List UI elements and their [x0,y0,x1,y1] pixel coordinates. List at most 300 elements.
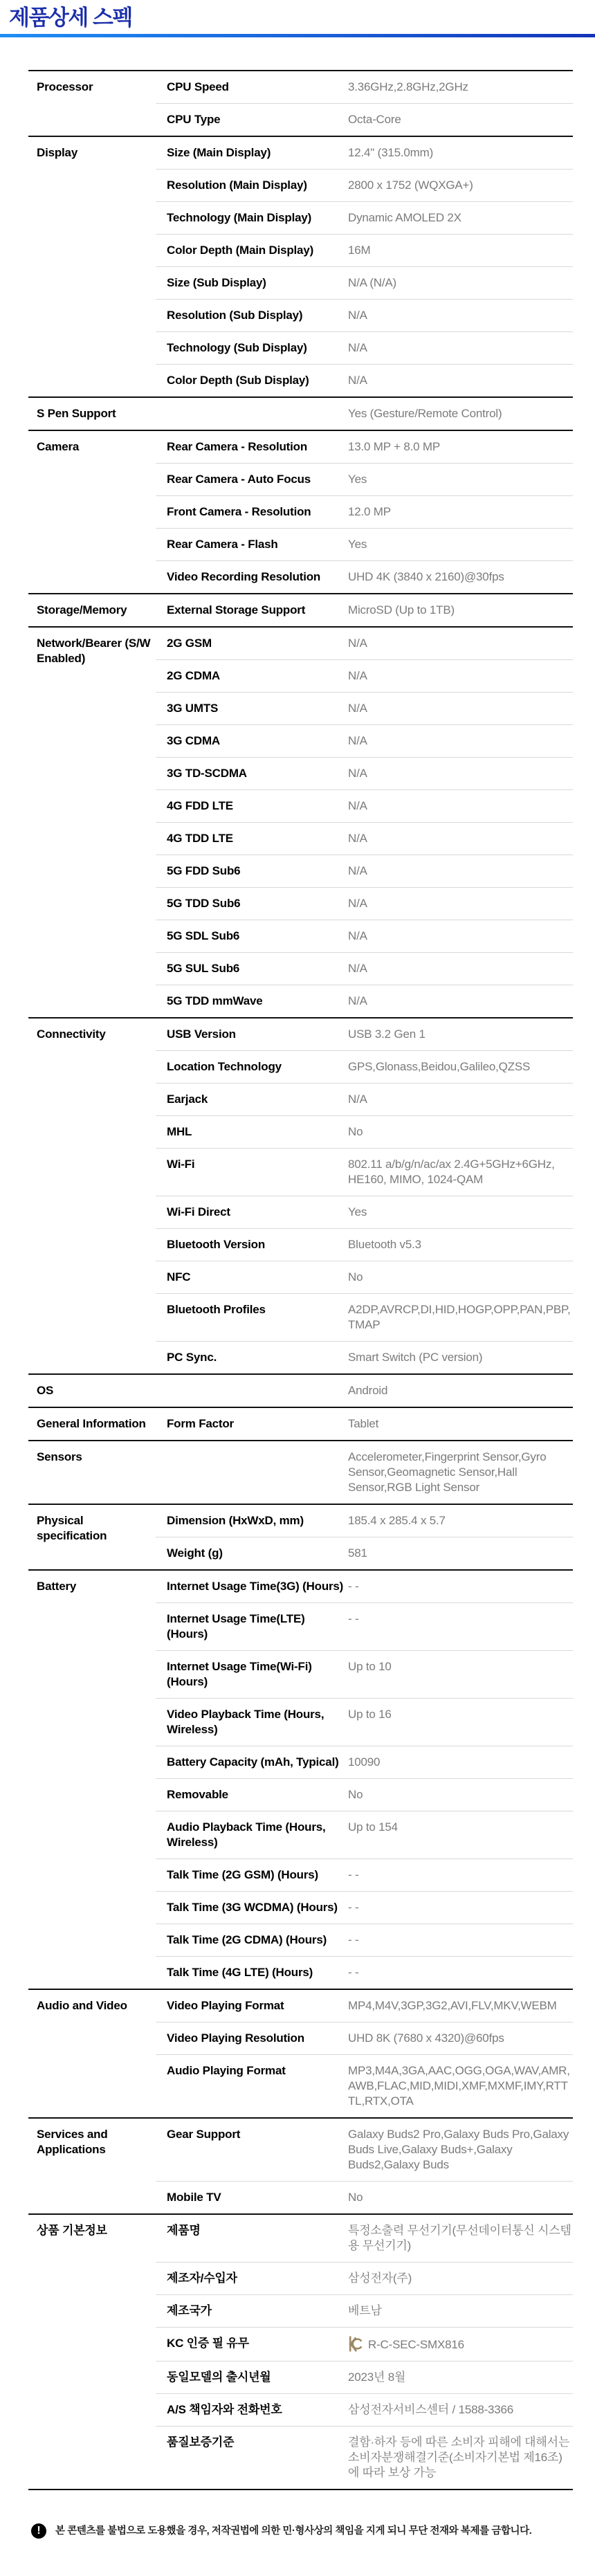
spec-label: Internet Usage Time(3G) (Hours) [167,1580,344,1593]
spec-label [156,1450,348,1495]
spec-row [156,1375,573,1407]
spec-label: 제품명 [167,2224,201,2237]
spec-value-text: R-C-SEC-SMX816 [368,2338,464,2351]
spec-label: Color Depth (Main Display) [167,244,314,257]
spec-section [28,1569,573,1989]
spec-value-text: MicroSD (Up to 1TB) [348,603,455,616]
spec-row [156,331,573,364]
spec-row [156,1441,573,1504]
spec-value-text: Bluetooth v5.3 [348,1238,421,1251]
spec-row [156,1196,573,1228]
spec-label: Mobile TV [167,2191,221,2204]
spec-value [348,1933,573,1948]
spec-row [156,1115,573,1148]
spec-label: Bluetooth Profiles [167,1303,266,1316]
spec-section [28,1373,573,1407]
spec-label: Color Depth (Sub Display) [167,374,309,387]
spec-label: Earjack [167,1093,208,1106]
spec-value [348,636,573,651]
spec-value-text: N/A [348,832,367,845]
spec-row [156,1811,573,1858]
spec-label: 제조국가 [167,2304,212,2317]
rows-group [156,1375,573,1407]
spec-value [348,2127,573,2173]
spec-label: USB Version [167,1027,236,1041]
spec-row [156,299,573,331]
spec-value [348,1270,573,1285]
spec-value [348,766,573,781]
spec-value-text: No [348,2191,363,2204]
rows-group [156,1441,573,1504]
spec-label: 3G UMTS [167,702,219,715]
spec-row [156,1505,573,1537]
spec-label: 2G GSM [167,637,212,650]
spec-value [348,1027,573,1042]
spec-label: Size (Sub Display) [167,276,266,289]
spec-value-text: N/A [348,799,367,812]
category-label: S Pen Support [37,407,116,420]
spec-row [156,1858,573,1891]
spec-label: Front Camera - Resolution [167,505,311,518]
spec-value-text: Octa-Core [348,113,401,126]
spec-value [348,2303,573,2319]
rows-group [156,1505,573,1569]
spec-value [348,2223,573,2254]
exclamation-circle-icon: ! [31,2523,46,2539]
spec-value-text: - - [348,1580,359,1593]
spec-value [348,668,573,684]
spec-value [348,1383,573,1398]
spec-value [348,210,573,226]
spec-section [28,136,573,396]
spec-value-text: Dynamic AMOLED 2X [348,211,461,224]
spec-value-text: Accelerometer,Fingerprint Sensor,Gyro Sensor,Geomagnetic Sensor,Hall Sensor,RGB Light Sensor [348,1450,547,1494]
spec-value-text: No [348,1125,363,1138]
spec-label: 동일모델의 출시년월 [167,2371,271,2384]
spec-value [348,406,573,421]
spec-label: 4G FDD LTE [167,799,233,812]
spec-value [348,1659,573,1690]
spec-value-text: - - [348,1901,359,1914]
spec-value [348,929,573,944]
copyright-text: 본 콘텐츠를 불법으로 도용했을 경우, 저작권법에 의한 민·형사상의 책임을 지게 되니 무단 전재와 복제를 금합니다. [55,2525,532,2537]
spec-value-text: 2800 x 1752 (WQXGA+) [348,179,473,192]
spec-value-text: N/A [348,864,367,877]
spec-value-text: N/A [348,734,367,747]
spec-row [156,2022,573,2054]
spec-value [348,1546,573,1561]
rows-group [156,71,573,136]
category-label: General Information [37,1417,146,1430]
spec-value [348,1416,573,1432]
spec-value-text: N/A [348,962,367,975]
spec-row [156,985,573,1017]
spec-row [156,757,573,789]
spec-label: Technology (Sub Display) [167,341,307,354]
spec-label: Video Playing Resolution [167,2031,304,2045]
category-label: Services and Applications [37,2128,108,2156]
spec-label: Resolution (Main Display) [167,179,307,192]
spec-label [156,406,348,421]
spec-value [348,1205,573,1220]
rows-group [156,628,573,1017]
spec-label: 5G SDL Sub6 [167,929,240,942]
spec-value [348,2271,573,2286]
page-title: 제품상세 스펙 [9,6,132,30]
spec-row [156,1924,573,1956]
spec-value [348,308,573,323]
spec-value-text: No [348,1788,363,1801]
category-label: Battery [37,1580,77,1593]
spec-value-text: N/A [348,994,367,1007]
category-label: Display [37,146,78,159]
spec-value [348,1237,573,1252]
spec-row [156,1571,573,1602]
category-label: Audio and Video [37,1999,127,2012]
spec-value-text: 삼성전자서비스센터 / 1588-3366 [348,2403,514,2416]
spec-section [28,2117,573,2213]
spec-label: Talk Time (2G CDMA) (Hours) [167,1933,327,1946]
spec-value-text: No [348,1270,363,1284]
spec-label: 품질보증기준 [167,2436,235,2449]
spec-row [156,1408,573,1440]
spec-label: Rear Camera - Resolution [167,440,308,453]
spec-label: Battery Capacity (mAh, Typical) [167,1755,339,1769]
spec-label: Gear Support [167,2128,241,2141]
spec-label: 5G TDD mmWave [167,994,263,1007]
spec-row [156,364,573,396]
spec-row [156,1990,573,2022]
spec-value [348,1965,573,1980]
spec-row [156,887,573,920]
rows-group [156,1408,573,1440]
spec-label: MHL [167,1125,192,1138]
spec-value [348,1900,573,1915]
spec-label: NFC [167,1270,191,1284]
spec-row [156,2294,573,2327]
spec-value-text: - - [348,1612,359,1625]
copyright-footnote [31,2523,576,2539]
spec-value [348,1157,573,1187]
spec-row [156,2119,573,2181]
spec-label: Resolution (Sub Display) [167,309,303,322]
spec-row [156,952,573,985]
spec-row [156,822,573,855]
spec-value-text: 2023년 8월 [348,2371,406,2384]
spec-value [348,1450,573,1495]
spec-value [348,1611,573,1642]
spec-value-text: UHD 8K (7680 x 4320)@60fps [348,2031,504,2045]
spec-row [156,692,573,724]
spec-value-text: 12.4" (315.0mm) [348,146,434,159]
spec-label: CPU Type [167,113,221,126]
spec-section [28,593,573,626]
spec-value-text: - - [348,1868,359,1881]
spec-value [348,243,573,258]
spec-label: 3G CDMA [167,734,220,747]
spec-section [28,1440,573,1504]
spec-row [156,2393,573,2426]
spec-row [156,234,573,266]
spec-value-text: N/A [348,669,367,682]
spec-value-text: N/A [348,929,367,942]
spec-value [348,569,573,585]
spec-label: Bluetooth Version [167,1238,266,1251]
spec-value [348,1092,573,1107]
spec-value-text: 13.0 MP + 8.0 MP [348,440,441,453]
spec-value [348,1998,573,2013]
spec-label: Size (Main Display) [167,146,271,159]
spec-value [348,1707,573,1737]
spec-label: Dimension (HxWxD, mm) [167,1514,304,1527]
spec-value [348,1579,573,1594]
spec-section [28,396,573,430]
spec-label: Removable [167,1788,228,1801]
spec-label: Talk Time (4G LTE) (Hours) [167,1966,313,1979]
spec-row [156,1650,573,1698]
spec-label: 제조자/수입자 [167,2272,237,2285]
spec-label: PC Sync. [167,1351,217,1364]
spec-value [348,994,573,1009]
spec-value-text: 185.4 x 285.4 x 5.7 [348,1514,446,1527]
spec-value-text: 특정소출력 무선기기(무선데이터통신 시스템용 무선기기) [348,2224,571,2252]
spec-label: Video Playback Time (Hours, Wireless) [167,1708,324,1736]
spec-row [156,628,573,659]
spec-row [156,1293,573,1341]
rows-group [156,431,573,593]
spec-row [156,137,573,169]
spec-row [156,1746,573,1778]
spec-value-text: N/A [348,374,367,387]
spec-label: Talk Time (2G GSM) (Hours) [167,1868,318,1881]
category-label: Physical specification [37,1514,107,1542]
spec-value-text: N/A [348,1093,367,1106]
spec-label: 3G TD-SCDMA [167,767,247,780]
spec-value [348,2063,573,2109]
category-label: Network/Bearer (S/W Enabled) [37,637,151,665]
spec-label: Audio Playback Time (Hours, Wireless) [167,1820,326,1849]
spec-row [156,1341,573,1373]
spec-value-text: Android [348,1384,388,1397]
title-underline-rule [0,34,595,37]
spec-value-text: N/A [348,309,367,322]
spec-value [348,1350,573,1365]
spec-row [156,266,573,299]
spec-value-text: 12.0 MP [348,505,391,518]
spec-label: Wi-Fi Direct [167,1205,230,1218]
category-label: Sensors [37,1450,82,1463]
spec-label: Video Playing Format [167,1999,284,2012]
spec-value-text: MP4,M4V,3GP,3G2,AVI,FLV,MKV,WEBM [348,1999,557,2012]
spec-value-text: Yes [348,538,367,551]
spec-content [0,70,595,2490]
spec-row [156,2215,573,2262]
spec-label: Talk Time (3G WCDMA) (Hours) [167,1901,338,1914]
spec-section [28,2213,573,2490]
spec-value-text: Smart Switch (PC version) [348,1351,483,1364]
spec-value [348,439,573,455]
spec-row [156,724,573,757]
spec-value [348,178,573,193]
spec-value [348,504,573,520]
spec-row [156,1602,573,1650]
spec-row [156,2426,573,2489]
spec-value [348,275,573,291]
spec-value [348,733,573,749]
spec-value [348,2370,573,2385]
kc-certification-mark-icon [348,2336,363,2352]
spec-value-text: 3.36GHz,2.8GHz,2GHz [348,80,468,93]
spec-value [348,798,573,814]
spec-row [156,1148,573,1196]
category-label: OS [37,1384,54,1397]
spec-value-text: 10090 [348,1755,381,1769]
spec-value [348,145,573,161]
rows-group [156,2215,573,2489]
spec-value [348,80,573,95]
spec-value-text: 581 [348,1546,367,1560]
spec-value-text: UHD 4K (3840 x 2160)@30fps [348,570,504,583]
spec-row [156,495,573,528]
rows-group [156,398,573,430]
spec-label: KC 인증 필 유무 [167,2337,249,2350]
spec-label: Internet Usage Time(Wi-Fi) (Hours) [167,1660,312,1688]
spec-label: Weight (g) [167,1546,223,1560]
spec-row [156,2361,573,2393]
spec-value [348,1059,573,1075]
spec-value-text: 삼성전자(주) [348,2272,412,2285]
spec-table [28,70,573,2490]
spec-label: External Storage Support [167,603,306,616]
spec-label: Video Recording Resolution [167,570,321,583]
spec-label: 5G SUL Sub6 [167,962,240,975]
spec-row [156,789,573,822]
category-label: Connectivity [37,1027,106,1041]
spec-value [348,961,573,976]
spec-value [348,896,573,911]
spec-value [348,340,573,356]
spec-value-text: Up to 154 [348,1820,398,1834]
spec-section [28,1989,573,2117]
spec-value-text: MP3,M4A,3GA,AAC,OGG,OGA,WAV,AMR,AWB,FLAC,MID,MIDI,XMF,MXMF,IMY,RTTTL,RTX,OTA [348,2064,570,2108]
spec-value-text: 16M [348,244,371,257]
spec-row [156,2054,573,2117]
spec-value [348,864,573,879]
spec-value [348,1867,573,1883]
spec-row [156,1228,573,1261]
spec-label: Rear Camera - Flash [167,538,278,551]
spec-label: Technology (Main Display) [167,211,312,224]
spec-label: Wi-Fi [167,1158,195,1171]
spec-label: Rear Camera - Auto Focus [167,473,311,486]
rows-group [156,2119,573,2213]
spec-value-text: 베트남 [348,2304,382,2317]
spec-label: Internet Usage Time(LTE) (Hours) [167,1612,305,1641]
spec-value-text: - - [348,1933,359,1946]
spec-row [156,169,573,201]
rows-group [156,1018,573,1373]
rows-group [156,594,573,626]
spec-row [156,528,573,560]
spec-section [28,626,573,1017]
rows-group [156,1571,573,1989]
spec-section [28,70,573,136]
spec-label: Location Technology [167,1060,282,1073]
spec-value [348,537,573,552]
spec-section [28,1407,573,1440]
spec-row [156,1018,573,1050]
spec-value-text: N/A (N/A) [348,276,396,289]
spec-row [156,1698,573,1746]
spec-value [348,373,573,388]
spec-value-text: 결함·하자 등에 따른 소비자 피해에 대해서는 소비자분쟁해결기준(소비자기본법 제16조)에 따라 보상 가능 [348,2436,570,2479]
spec-value-text: GPS,Glonass,Beidou,Galileo,QZSS [348,1060,531,1073]
spec-value-text: N/A [348,767,367,780]
spec-value [348,2336,573,2353]
spec-row [156,2262,573,2294]
spec-value-text: Yes (Gesture/Remote Control) [348,407,502,420]
spec-row [156,560,573,593]
spec-value [348,603,573,618]
spec-row [156,103,573,136]
spec-label: 5G FDD Sub6 [167,864,241,877]
spec-value [348,2031,573,2046]
spec-section [28,430,573,593]
page-header [0,0,595,37]
spec-row [156,2327,573,2361]
spec-value [348,2435,573,2481]
spec-row [156,398,573,430]
spec-value-text: Yes [348,473,367,486]
spec-value [348,112,573,127]
spec-value [348,1755,573,1770]
spec-row [156,920,573,952]
spec-label: 4G TDD LTE [167,832,233,845]
spec-value [348,831,573,846]
spec-value [348,2402,573,2418]
spec-label: Form Factor [167,1417,234,1430]
category-label: Processor [37,80,93,93]
spec-value [348,1302,573,1333]
spec-value-text: Yes [348,1205,367,1218]
spec-row [156,2181,573,2213]
spec-value [348,472,573,487]
spec-label: Audio Playing Format [167,2064,286,2077]
spec-label: 5G TDD Sub6 [167,897,241,910]
spec-value-text: USB 3.2 Gen 1 [348,1027,425,1041]
rows-group [156,1990,573,2117]
spec-value [348,1787,573,1802]
spec-section [28,1504,573,1569]
spec-value-text: Up to 10 [348,1660,392,1673]
spec-row [156,594,573,626]
spec-value-text: 802.11 a/b/g/n/ac/ax 2.4G+5GHz+6GHz, HE160, MIMO, 1024-QAM [348,1158,555,1186]
spec-row [156,1261,573,1293]
spec-row [156,1956,573,1989]
spec-value [348,2190,573,2205]
spec-value-text: N/A [348,637,367,650]
spec-label: 2G CDMA [167,669,220,682]
spec-value-text: N/A [348,897,367,910]
spec-value-text: N/A [348,341,367,354]
category-label: Camera [37,440,80,453]
spec-row [156,1891,573,1924]
category-label: Storage/Memory [37,603,127,616]
rows-group [156,137,573,396]
spec-row [156,463,573,495]
spec-row [156,659,573,692]
spec-row [156,71,573,103]
